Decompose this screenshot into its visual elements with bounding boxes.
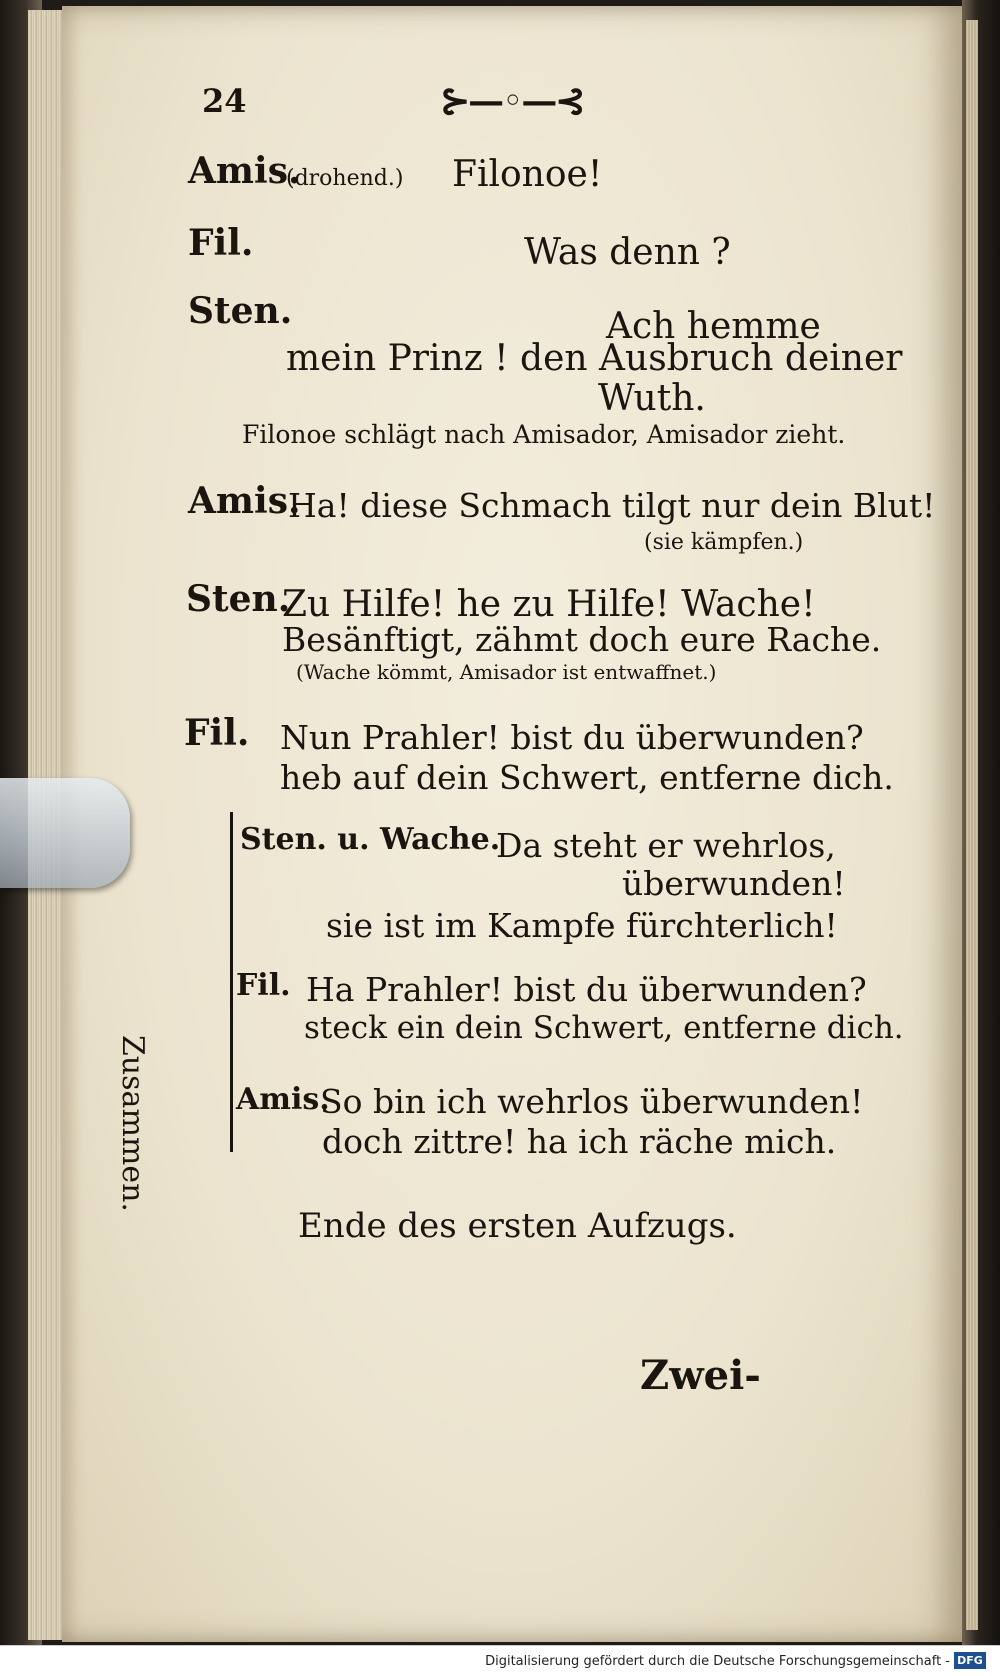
catchword: Zwei- — [640, 1352, 761, 1399]
speaker-sten-wache: Sten. u. Wache. — [240, 822, 501, 857]
speaker-sten-2: Sten. — [186, 578, 291, 620]
line-text: Nun Prahler! bist du überwunden? — [280, 718, 864, 757]
speaker-fil-3: Fil. — [236, 968, 291, 1003]
line-text: Ach hemme — [606, 306, 821, 347]
line-text: Besänftigt, zähmt doch eure Rache. — [282, 620, 882, 659]
stage-direction: Filonoe schlägt nach Amisador, Amisador zieht. — [242, 420, 846, 449]
footer-text: Digitalisierung gefördert durch die Deutsche Forschungsgemeinschaft - — [485, 1654, 950, 1669]
line-text: überwunden! — [622, 864, 846, 903]
line-text: So bin ich wehrlos überwunden! — [320, 1082, 864, 1121]
line-text: Da steht er wehrlos, — [496, 826, 836, 865]
line-text: sie ist im Kampfe fürchterlich! — [326, 906, 838, 945]
line-text: Wuth. — [598, 378, 706, 419]
page-number: 24 — [202, 82, 247, 120]
act-end-line: Ende des ersten Aufzugs. — [298, 1206, 737, 1246]
line-text: Ha Prahler! bist du überwunden? — [306, 970, 867, 1009]
line-text: mein Prinz ! den Ausbruch deiner — [286, 338, 903, 379]
speaker-fil-2: Fil. — [184, 712, 250, 754]
line-text: Ha! diese Schmach tilgt nur dein Blut! — [288, 486, 936, 525]
line-text: Zu Hilfe! he zu Hilfe! Wache! — [282, 584, 816, 625]
stage-direction: (sie kämpfen.) — [644, 530, 804, 555]
line-text: doch zittre! ha ich räche mich. — [322, 1122, 837, 1161]
speaker-sten-1: Sten. — [188, 290, 293, 332]
speaker-amis-2: Amis. — [188, 480, 301, 522]
footer-bar — [0, 1645, 1000, 1676]
page-clip — [0, 778, 130, 888]
line-text: heb auf dein Schwert, entferne dich. — [280, 758, 894, 797]
zusammen-label: Zusammen. — [115, 1035, 150, 1212]
line-text: Was denn ? — [524, 232, 731, 273]
line-text: steck ein dein Schwert, entferne dich. — [304, 1010, 904, 1046]
brace — [230, 812, 233, 1152]
header-ornament: ⊱—◦—⊰ — [440, 80, 584, 122]
speaker-fil-1: Fil. — [188, 222, 254, 264]
line-text: Filonoe! — [452, 154, 603, 195]
stage-direction-drohend: (drohend.) — [286, 166, 404, 191]
dfg-logo: DFG — [954, 1652, 986, 1669]
stage-direction: (Wache kömmt, Amisador ist entwaffnet.) — [296, 660, 717, 684]
speaker-amis-1: Amis. — [188, 150, 301, 192]
next-page-edge — [966, 20, 978, 1630]
speaker-amis-3: Amis. — [236, 1082, 330, 1117]
